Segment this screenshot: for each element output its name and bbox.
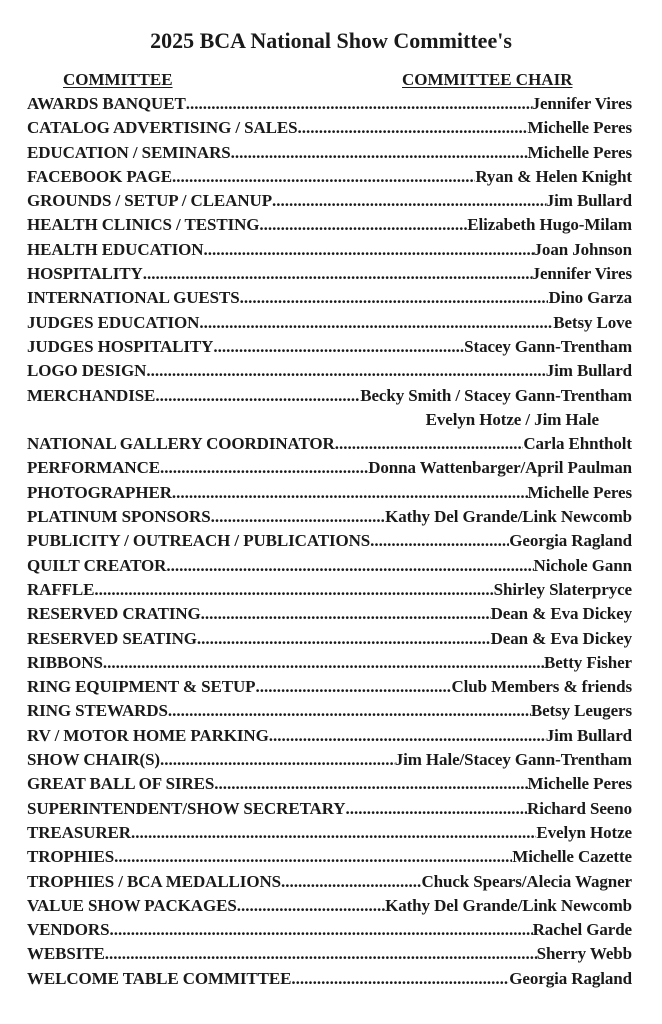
committee-chair: Georgia Ragland [509, 968, 632, 988]
committee-name: VALUE SHOW PACKAGES [27, 895, 237, 915]
committee-chair: Evelyn Hotze [536, 822, 632, 842]
committee-name: JUDGES HOSPITALITY [27, 336, 214, 356]
committee-name: RING EQUIPMENT & SETUP [27, 677, 256, 697]
dot-leader [370, 529, 509, 553]
dot-leader [172, 481, 528, 505]
committee-chair: Betsy Leugers [530, 701, 632, 721]
committee-name: TREASURER [27, 822, 131, 842]
committee-chair: Club Members & friends [451, 677, 632, 697]
committee-name: PUBLICITY / OUTREACH / PUBLICATIONS [27, 531, 371, 551]
committee-row [27, 748, 632, 772]
committee-row [27, 92, 632, 116]
dot-leader [146, 359, 545, 383]
committee-chair: Richard Seeno [527, 798, 632, 818]
committee-name: AWARDS BANQUET [27, 94, 186, 113]
committee-name: NATIONAL GALLERY COORDINATOR [27, 434, 335, 454]
committee-name: TROPHIES [27, 847, 115, 867]
committee-chair: Dino Garza [548, 288, 632, 308]
dot-leader [199, 311, 553, 335]
dot-leader [94, 578, 493, 602]
committee-row [27, 432, 632, 456]
committee-chair: Evelyn Hotze / Jim Hale [425, 409, 599, 429]
dot-leader [201, 602, 491, 626]
committee-name: FACEBOOK PAGE [27, 166, 172, 186]
committee-name: HEALTH EDUCATION [27, 239, 204, 259]
committee-name: WELCOME TABLE COMMITTEE [27, 968, 292, 988]
committee-chair: Stacey Gann-Trentham [464, 336, 632, 356]
dot-leader [281, 870, 421, 894]
committee-chair: Jim Bullard [545, 361, 632, 381]
committee-row [27, 408, 632, 432]
committee-chair: Michelle Peres [527, 118, 632, 138]
committee-name: WEBSITE [27, 944, 105, 964]
dot-leader [213, 335, 464, 359]
dot-leader [291, 967, 509, 991]
committee-row [27, 481, 632, 505]
committee-name: QUILT CREATOR [27, 555, 167, 575]
dot-leader [155, 384, 360, 408]
committee-chair: Michelle Peres [527, 774, 632, 794]
committee-chair: Michelle Peres [527, 142, 632, 162]
committee-chair: Shirley Slaterpryce [493, 579, 632, 599]
committee-chair: Jim Hale/Stacey Gann-Trentham [394, 750, 632, 770]
committee-row [27, 262, 632, 286]
committee-name: INTERNATIONAL GUESTS [27, 288, 240, 308]
committee-row [27, 918, 632, 942]
dot-leader [109, 918, 532, 942]
committee-row [27, 797, 632, 821]
dot-leader [114, 845, 512, 869]
committee-row [27, 821, 632, 845]
committee-name: EDUCATION / SEMINARS [27, 142, 231, 162]
committee-list [27, 92, 632, 991]
committee-row [27, 699, 632, 723]
dot-leader [160, 456, 368, 480]
committee-name: JUDGES EDUCATION [27, 312, 200, 332]
committee-chair: Dean & Eva Dickey [490, 604, 632, 624]
committee-name: MERCHANDISE [27, 385, 156, 405]
committee-row [27, 189, 632, 213]
committee-row [27, 529, 632, 553]
committee-row [27, 870, 632, 894]
committee-name: HOSPITALITY [27, 264, 143, 284]
committee-row [27, 384, 632, 408]
committee-row [27, 724, 632, 748]
dot-leader [160, 748, 395, 772]
committee-name: GROUNDS / SETUP / CLEANUP [27, 191, 272, 211]
committee-row [27, 894, 632, 918]
committee-row [27, 675, 632, 699]
dot-leader [143, 262, 532, 286]
committee-row [27, 627, 632, 651]
committee-name: RAFFLE [27, 579, 95, 599]
committee-chair: Becky Smith / Stacey Gann-Trentham [360, 385, 632, 405]
dot-leader [231, 141, 528, 165]
committee-chair: Jim Bullard [545, 191, 632, 211]
committee-name: PHOTOGRAPHER [27, 482, 172, 502]
chair-column-header: COMMITTEE CHAIR [402, 70, 573, 89]
dot-leader [259, 213, 467, 237]
committee-name: GREAT BALL OF SIRES [27, 774, 215, 794]
committee-name: SUPERINTENDENT/SHOW SECRETARY [27, 798, 346, 818]
committee-chair: Kathy Del Grande/Link Newcomb [385, 895, 632, 915]
committee-row [27, 554, 632, 578]
committee-row [27, 578, 632, 602]
committee-row [27, 238, 632, 262]
committee-row [27, 456, 632, 480]
committee-name: PERFORMANCE [27, 458, 160, 478]
committee-chair: Michelle Peres [527, 482, 632, 502]
committee-chair: Dean & Eva Dickey [490, 628, 632, 648]
committee-chair: Chuck Spears/Alecia Wagner [421, 871, 632, 891]
committee-chair: Kathy Del Grande/Link Newcomb [385, 507, 632, 527]
dot-leader [272, 189, 546, 213]
dot-leader [237, 894, 385, 918]
dot-leader [172, 165, 475, 189]
committee-name: PLATINUM SPONSORS [27, 507, 211, 527]
page-title: 2025 BCA National Show Committee's [150, 28, 512, 53]
committee-name: RV / MOTOR HOME PARKING [27, 725, 269, 745]
committee-row [27, 286, 632, 310]
dot-leader [103, 651, 544, 675]
committee-chair: Joan Johnson [533, 239, 632, 259]
committee-chair: Betsy Love [553, 312, 632, 332]
committee-chair: Ryan & Helen Knight [475, 166, 632, 186]
committee-row [27, 213, 632, 237]
dot-leader [211, 505, 385, 529]
committee-name: SHOW CHAIR(S) [27, 750, 160, 770]
committee-row [27, 602, 632, 626]
committee-chair: Nichole Gann [533, 555, 632, 575]
committee-name: HEALTH CLINICS / TESTING [27, 215, 260, 235]
committee-name: LOGO DESIGN [27, 361, 147, 381]
committee-chair: Jennifer Vires [531, 94, 632, 113]
committee-row [27, 311, 632, 335]
committee-name: CATALOG ADVERTISING / SALES [27, 118, 298, 138]
dot-leader [168, 699, 531, 723]
committee-chair: Donna Wattenbarger/April Paulman [368, 458, 632, 478]
committee-row [27, 165, 632, 189]
committee-chair: Michelle Cazette [512, 847, 632, 867]
dot-leader [197, 627, 491, 651]
committee-row [27, 845, 632, 869]
committee-chair: Elizabeth Hugo-Milam [467, 215, 632, 235]
dot-leader [335, 432, 524, 456]
committee-name: TROPHIES / BCA MEDALLIONS [27, 871, 281, 891]
committee-name: RIBBONS [27, 652, 103, 672]
dot-leader [298, 116, 528, 140]
committee-chair: Georgia Ragland [509, 531, 632, 551]
committee-name: RING STEWARDS [27, 701, 168, 721]
committee-row [27, 942, 632, 966]
committee-row [27, 116, 632, 140]
dot-leader [166, 554, 533, 578]
committee-name: RESERVED SEATING [27, 628, 197, 648]
committee-chair: Sherry Webb [536, 944, 632, 964]
dot-leader [131, 821, 536, 845]
committee-chair: Jim Bullard [545, 725, 632, 745]
dot-leader [105, 942, 537, 966]
committee-row [27, 141, 632, 165]
dot-leader [203, 238, 533, 262]
committee-name: VENDORS [27, 920, 110, 940]
committee-chair: Rachel Garde [532, 920, 632, 940]
committee-row [27, 359, 632, 383]
committee-row [27, 651, 632, 675]
dot-leader [214, 772, 527, 796]
dot-leader [240, 286, 549, 310]
committee-column-header: COMMITTEE [63, 70, 173, 89]
committee-chair: Betty Fisher [543, 652, 632, 672]
committee-row [27, 335, 632, 359]
committee-chair: Carla Ehntholt [523, 434, 632, 454]
dot-leader [255, 675, 451, 699]
committee-row [27, 967, 632, 991]
committee-row [27, 772, 632, 796]
dot-leader [186, 92, 532, 116]
dot-leader [345, 797, 527, 821]
dot-leader [269, 724, 546, 748]
committee-chair: Jennifer Vires [531, 264, 632, 284]
committee-name: RESERVED CRATING [27, 604, 201, 624]
committee-row [27, 505, 632, 529]
